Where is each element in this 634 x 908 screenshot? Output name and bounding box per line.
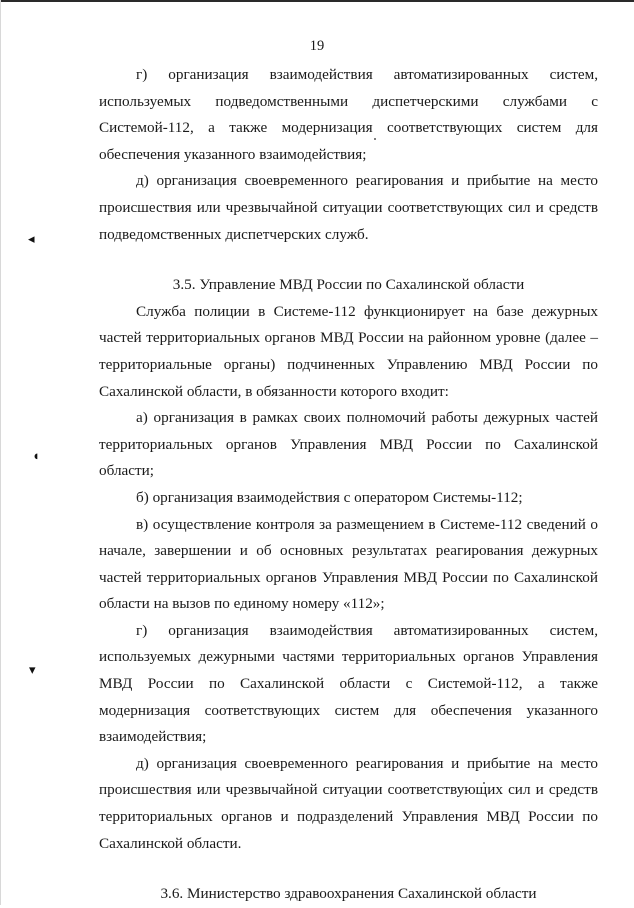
page-number: 19 [309, 38, 325, 54]
paragraph-d: д) организация своевременного реагирования и прибытие на место происшествия или чрезвычайной ситуации соответствующих сил и средств территориальных органов и подразделений Управления МВД России по Сахалинской области. [99, 754, 598, 852]
paragraph-v: в) осуществление контроля за размещением в Системе-112 сведений о начале, завершении и об основных результатах реагирования дежурных частей территориальных органов Управления МВД России по Сахалинской области на вызов по единому номеру «112»; [99, 515, 598, 613]
scan-top-edge [0, 0, 634, 2]
section-heading-3-5: 3.5. Управление МВД России по Сахалинской области [172, 276, 525, 294]
section-heading-3-6: 3.6. Министерство здравоохранения Сахалинской области [160, 885, 537, 903]
paragraph-g: г) организация взаимодействия автоматизированных систем, используемых дежурными частями территориальных органов Управления МВД России по Сахалинской области с Системой-112, а также модернизация соответствующих систем для обеспечения указанного взаимодействия; [99, 621, 598, 746]
scan-left-edge [0, 0, 1, 905]
paragraph-a: а) организация в рамках своих полномочий работы дежурных частей территориальных органов Управления МВД России по Сахалинской области; [99, 409, 598, 480]
paragraph-intro: Служба полиции в Системе-112 функционирует на базе дежурных частей территориальных органов МВД России на районном уровне (далее – территориальные органы) подчиненных Управлению МВД России по Сахалинской области, в обязанности которого входит: [99, 302, 598, 400]
paragraph-d-top: д) организация своевременного реагирования и прибытие на место происшествия или чрезвычайной ситуации соответствующих сил и средств подведомственных диспетчерских служб. [99, 172, 598, 243]
margin-mark-1: ◂ [28, 231, 35, 246]
margin-mark-2: ◖ [32, 448, 40, 463]
margin-mark-3: ▾ [29, 662, 36, 677]
paragraph-b: б) организация взаимодействия с оператором Системы-112; [136, 488, 523, 506]
paragraph-g-top: г) организация взаимодействия автоматизированных систем, используемых подведомственными диспетчерскими службами с Системой-112, а также модернизация соответствующих систем для обеспечения указанного взаимодействия; [99, 66, 598, 163]
document-body [99, 62, 598, 908]
